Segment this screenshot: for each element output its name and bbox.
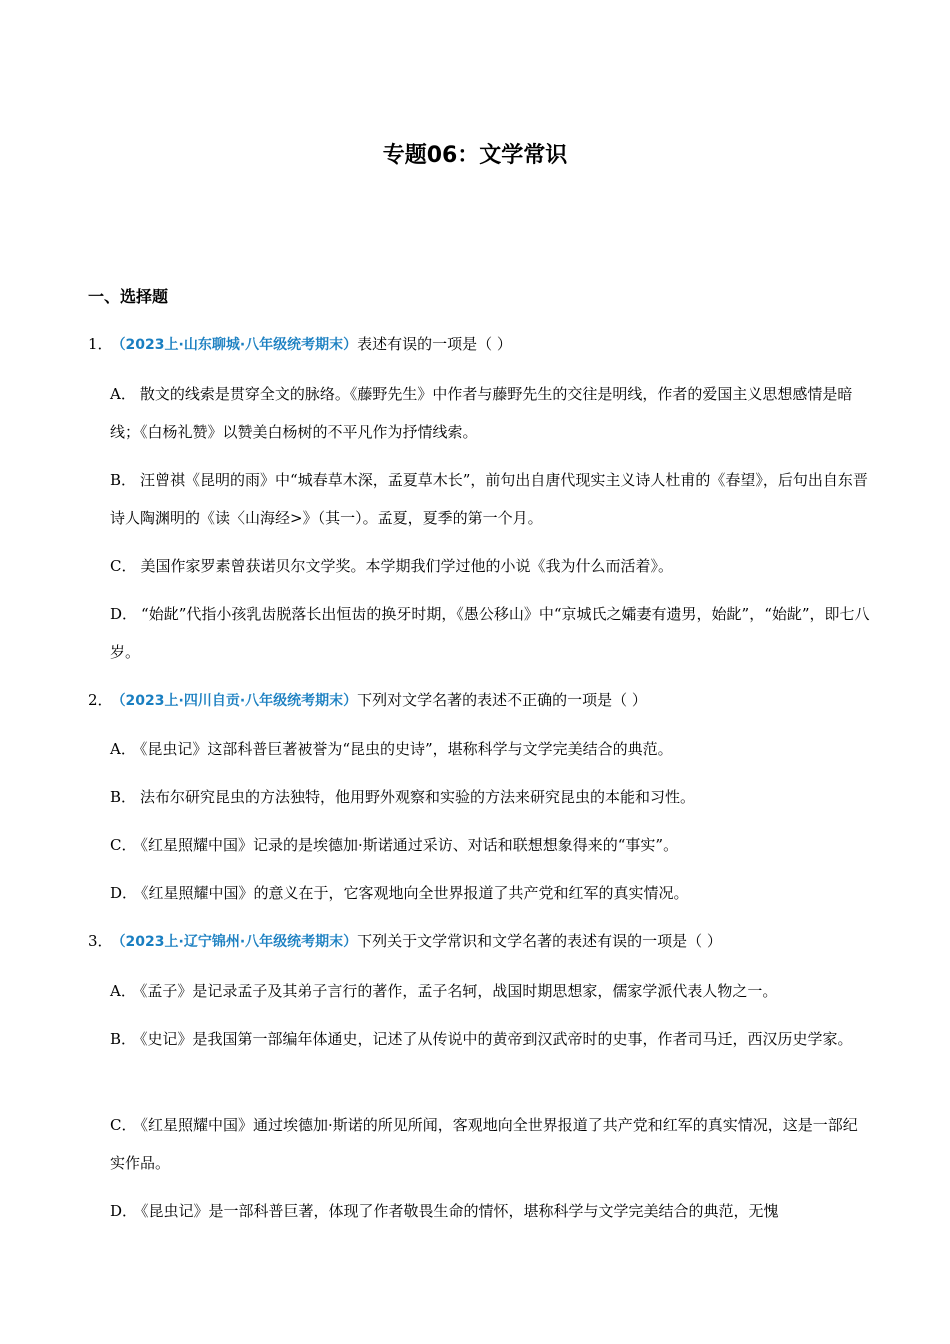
option-2b bbox=[110, 778, 870, 816]
option-3a bbox=[110, 972, 870, 1010]
question-stem: 下列对文学名著的表述不正确的一项是（ ） bbox=[357, 691, 647, 709]
option-1d bbox=[110, 595, 870, 671]
option-letter: C． bbox=[110, 836, 137, 854]
option-letter: A． bbox=[110, 385, 136, 403]
option-letter: A． bbox=[110, 982, 136, 1000]
question-source: （2023上·辽宁锦州·八年级统考期末） bbox=[118, 934, 358, 950]
question-stem: 下列关于文学常识和文学名著的表述有误的一项是（ ） bbox=[357, 932, 722, 950]
option-3c bbox=[110, 1106, 870, 1182]
option-2c bbox=[110, 826, 870, 864]
option-2d bbox=[110, 874, 870, 912]
option-letter: C． bbox=[110, 1116, 137, 1134]
option-text: 《红星照耀中国》记录的是埃德加·斯诺通过采访、对话和联想想象得来的“事实”。 bbox=[140, 836, 679, 854]
option-3b bbox=[110, 1020, 870, 1058]
option-1a bbox=[110, 375, 870, 451]
option-text: 《史记》是我国第一部编年体通史，记述了从传说中的黄帝到汉武帝时的史事，作者司马迁，西汉历史学家。 bbox=[140, 1030, 853, 1048]
option-text: 《昆虫记》是一部科普巨著，体现了作者敬畏生命的情怀，堪称科学与文学完美结合的典范，无愧 bbox=[141, 1202, 779, 1220]
option-letter: A． bbox=[110, 740, 136, 758]
option-letter: C． bbox=[110, 557, 137, 575]
option-text: 《孟子》是记录孟子及其弟子言行的著作，孟子名轲，战国时期思想家，儒家学派代表人物之一。 bbox=[139, 982, 778, 1000]
option-text: 《昆虫记》这部科普巨著被誉为“昆虫的史诗”，堪称科学与文学完美结合的典范。 bbox=[139, 740, 673, 758]
page-title: 专题06：文学常识 bbox=[382, 143, 568, 168]
option-letter: D． bbox=[110, 1202, 138, 1220]
question-number: 1． bbox=[88, 335, 113, 353]
option-letter: B． bbox=[110, 1030, 137, 1048]
question-source: （2023上·山东聊城·八年级统考期末） bbox=[118, 337, 358, 353]
question-2 bbox=[88, 688, 647, 713]
option-1c bbox=[110, 547, 870, 585]
question-stem: 表述有误的一项是（ ） bbox=[357, 335, 512, 353]
option-text: 散文的线索是贯穿全文的脉络。《藤野先生》中作者与藤野先生的交往是明线，作者的爱国主义思想感情是暗线；《白杨礼赞》以赞美白杨树的不平凡作为抒情线索。 bbox=[110, 385, 853, 441]
section-heading: 一、选择题 bbox=[88, 287, 169, 306]
option-3d bbox=[110, 1192, 870, 1230]
option-letter: B． bbox=[110, 788, 137, 806]
option-text: 美国作家罗素曾获诺贝尔文学奖。本学期我们学过他的小说《我为什么而活着》。 bbox=[140, 557, 673, 575]
option-text: 《红星照耀中国》通过埃德加·斯诺的所见所闻，客观地向全世界报道了共产党和红军的真实情况，这是一部纪实作品。 bbox=[110, 1116, 858, 1172]
option-letter: D． bbox=[110, 884, 138, 902]
question-3 bbox=[88, 929, 722, 954]
question-1 bbox=[88, 332, 512, 357]
option-1b bbox=[110, 461, 870, 537]
option-text: 法布尔研究昆虫的方法独特，他用野外观察和实验的方法来研究昆虫的本能和习性。 bbox=[140, 788, 696, 806]
question-source: （2023上·四川自贡·八年级统考期末） bbox=[118, 693, 358, 709]
option-letter: B． bbox=[110, 471, 137, 489]
option-2a bbox=[110, 730, 870, 768]
question-number: 3． bbox=[88, 932, 113, 950]
option-text: “始龀”代指小孩乳齿脱落长出恒齿的换牙时期，《愚公移山》中“京城氏之孀妻有遗男，始龀”，“始龀”，即七八岁。 bbox=[110, 605, 870, 661]
option-text: 《红星照耀中国》的意义在于，它客观地向全世界报道了共产党和红军的真实情况。 bbox=[141, 884, 689, 902]
question-number: 2． bbox=[88, 691, 113, 709]
option-text: 汪曾祺《昆明的雨》中“城春草木深，孟夏草木长”，前句出自唐代现实主义诗人杜甫的《春望》，后句出自东晋诗人陶渊明的《读〈山海经>》（其一）。孟夏，夏季的第一个月。 bbox=[110, 471, 868, 527]
option-letter: D． bbox=[110, 605, 138, 623]
